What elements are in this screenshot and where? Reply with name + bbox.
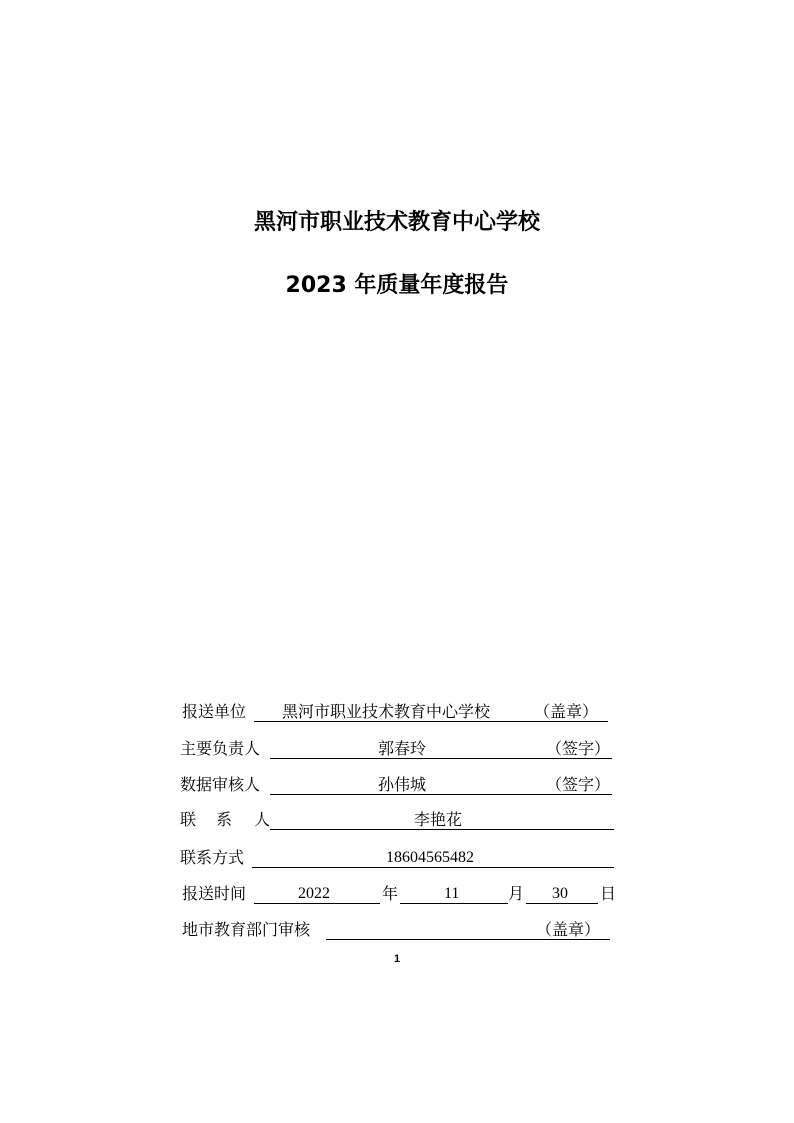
contact-label-char: 人 — [254, 810, 271, 829]
unit-seal-note: （盖章） — [534, 702, 599, 721]
principal-value: 郭春玲 — [378, 739, 427, 758]
form-row-contact — [180, 808, 616, 832]
principal-label: 主要负责人 — [180, 739, 261, 758]
unit-value: 黑河市职业技术教育中心学校 — [282, 702, 491, 721]
contact-label-char: 系 — [216, 810, 233, 829]
date-day: 30 — [552, 885, 568, 902]
document-title: 黑河市职业技术教育中心学校 — [253, 210, 540, 235]
reviewer-value: 孙伟城 — [378, 775, 427, 794]
report-subtitle: 2023 年质量年度报告 — [285, 273, 509, 298]
city-review-seal-note: （盖章） — [536, 920, 601, 939]
year-unit: 年 — [382, 884, 399, 903]
phone-label: 联系方式 — [180, 848, 245, 867]
form-row-phone — [180, 846, 616, 870]
form-row-principal — [180, 737, 616, 761]
date-month: 11 — [444, 885, 460, 902]
month-unit: 月 — [508, 884, 525, 903]
date-year: 2022 — [298, 885, 330, 902]
unit-label: 报送单位 — [182, 702, 247, 721]
form-row-unit — [180, 700, 616, 724]
reviewer-label: 数据审核人 — [180, 775, 261, 794]
form-row-date — [180, 882, 616, 906]
page-number: 1 — [393, 953, 401, 965]
day-unit: 日 — [600, 884, 617, 903]
form-row-reviewer — [180, 773, 616, 797]
phone-value: 18604565482 — [386, 849, 474, 866]
principal-sign-note: （签字） — [546, 739, 611, 758]
city-review-label: 地市教育部门审核 — [182, 920, 311, 939]
form-row-city-review — [180, 918, 616, 942]
contact-value: 李艳花 — [414, 810, 463, 829]
reviewer-sign-note: （签字） — [546, 775, 611, 794]
date-label: 报送时间 — [182, 884, 247, 903]
contact-label-char: 联 — [180, 810, 197, 829]
